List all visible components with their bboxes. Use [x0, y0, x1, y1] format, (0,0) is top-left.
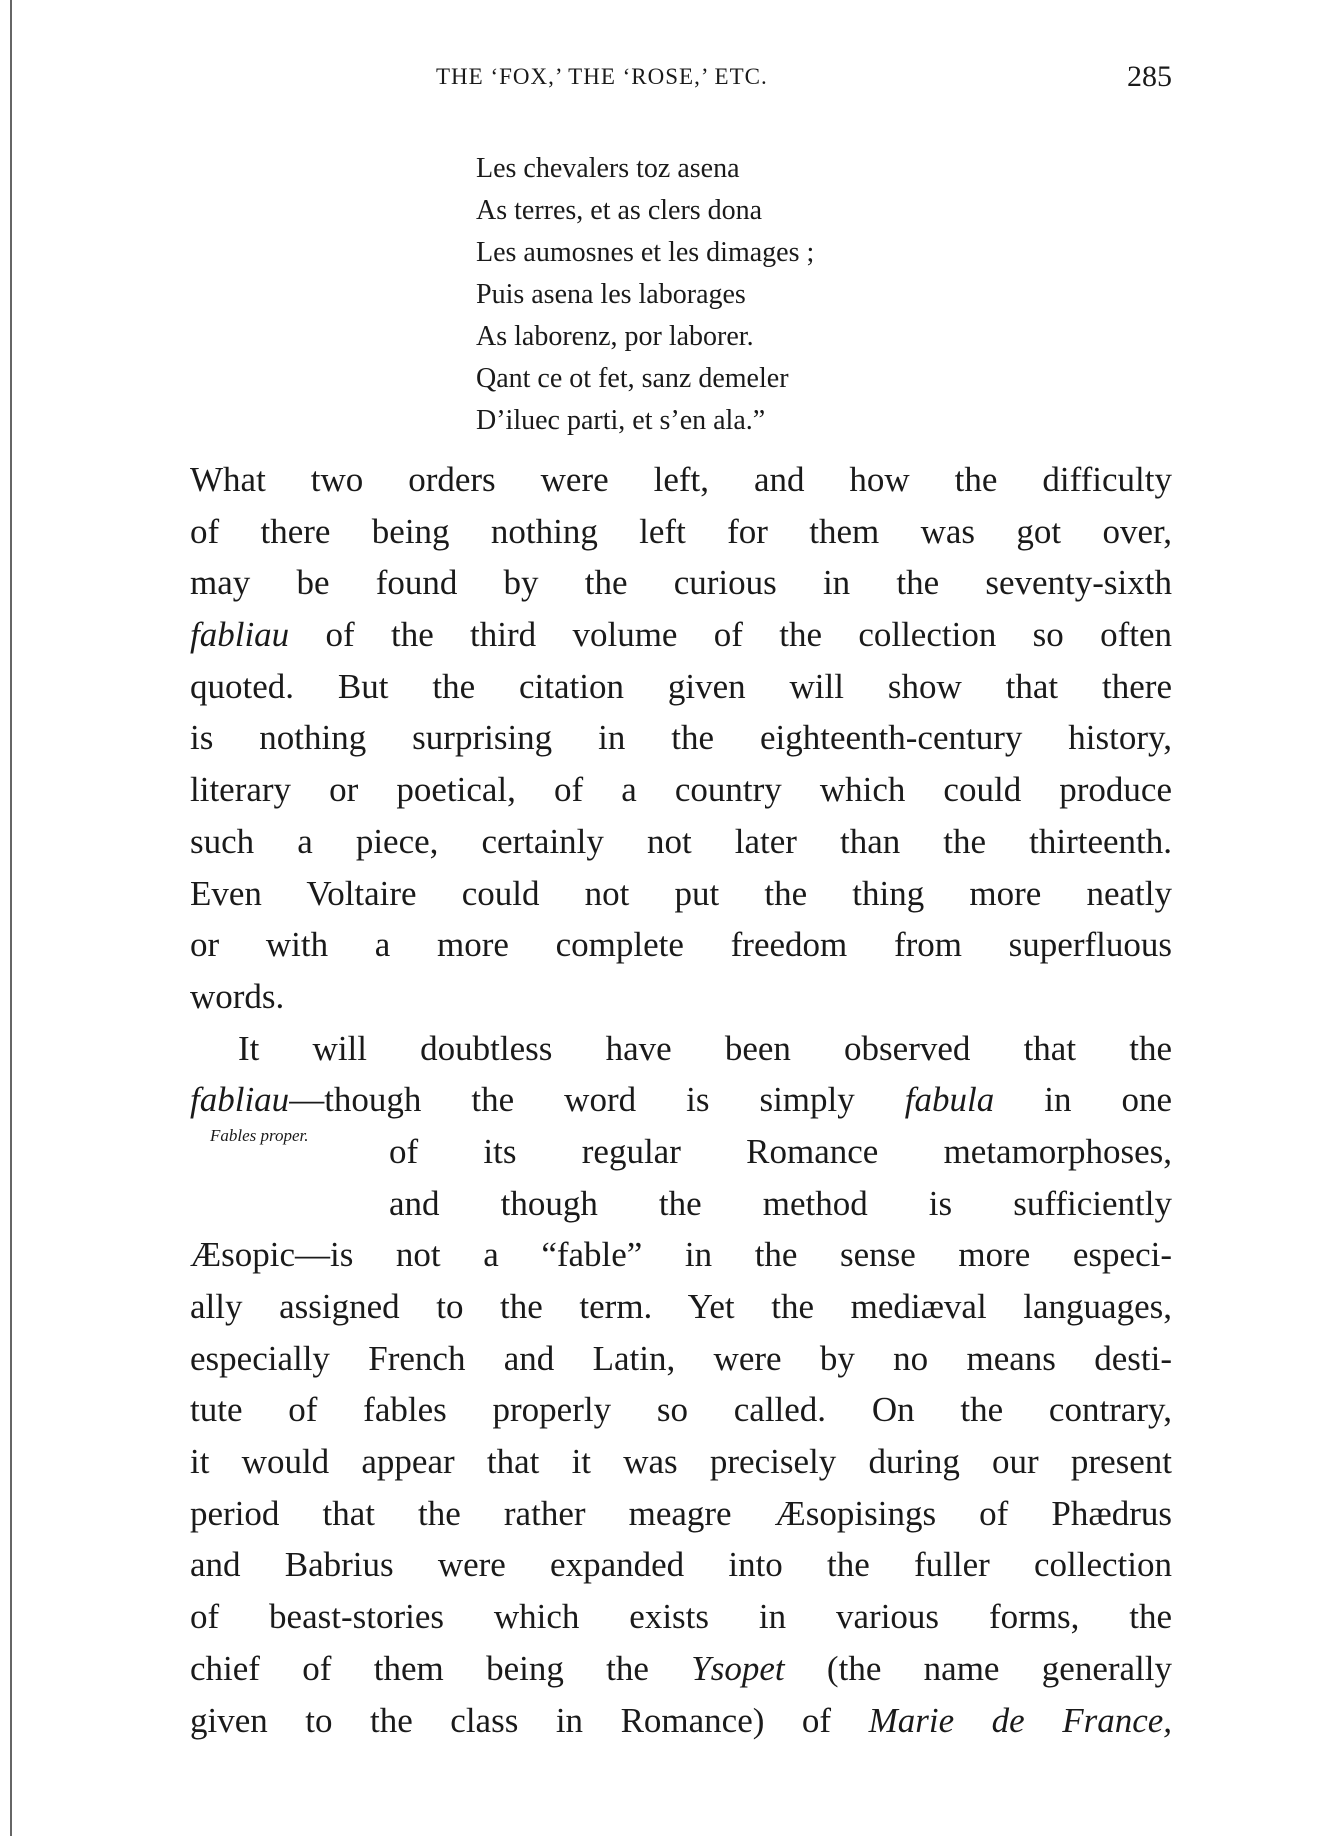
page-number: 285 [1127, 60, 1172, 93]
text-line [190, 661, 1172, 713]
text-segment: and though the method is sufficiently [389, 1183, 1172, 1223]
page-header [436, 60, 1172, 100]
text-line [190, 1643, 1172, 1695]
text-segment: is nothing surprising in the eighteenth-century history, [190, 718, 1172, 758]
text-line [190, 919, 1172, 971]
text-line [190, 557, 1172, 609]
text-segment: period that the rather meagre Æsopisings of Phædrus [190, 1493, 1172, 1533]
text-line [190, 609, 1172, 661]
text-line [190, 1178, 1172, 1230]
text-segment: (the name generally [784, 1648, 1173, 1688]
text-segment: or with a more complete freedom from superfluous [190, 925, 1172, 965]
text-line [190, 1074, 1172, 1126]
text-segment: What two orders were left, and how the difficulty [190, 460, 1172, 499]
text-segment: especially French and Latin, were by no means desti- [190, 1338, 1172, 1378]
verse-line: D’iluec parti, et s’en ala.” [476, 405, 766, 436]
verse-line: As laborenz, por laborer. [476, 321, 754, 352]
text-segment: tute of fables properly so called. On the contrary, [190, 1390, 1172, 1430]
text-segment: it would appear that it was precisely during our present [190, 1442, 1172, 1482]
text-segment: Æsopic—is not a “fable” in the sense more especi- [190, 1235, 1172, 1275]
text-line [190, 868, 1172, 920]
text-line [190, 712, 1172, 764]
text-line [190, 816, 1172, 868]
verse-line: Les chevalers toz asena [476, 153, 740, 184]
scan-edge [10, 0, 12, 1836]
text-segment: of beast-stories which exists in various forms, the [190, 1597, 1172, 1637]
text-line [190, 454, 1172, 506]
text-segment: such a piece, certainly not later than the thirteenth. [190, 821, 1172, 861]
italic-text: fabliau [190, 1080, 290, 1120]
italic-text: Ysopet [691, 1648, 785, 1688]
margin-note: Fables proper. [210, 1126, 309, 1145]
text-segment: Even Voltaire could not put the thing more neatly [190, 873, 1172, 913]
text-segment: It will doubtless have been observed that the [238, 1028, 1172, 1068]
verse-line: As terres, et as clers dona [476, 195, 763, 226]
text-segment: of the third volume of the collection so often [289, 615, 1172, 655]
italic-text: Marie de France, [868, 1700, 1173, 1740]
body-text [190, 454, 1172, 1746]
italic-text: fabliau [190, 615, 290, 655]
text-line [190, 1281, 1172, 1333]
text-segment: of its regular Romance metamorphoses, [389, 1131, 1172, 1171]
verse-quotation [476, 148, 814, 442]
text-line [190, 1333, 1172, 1385]
verse-line: Puis asena les laborages [476, 279, 746, 310]
text-segment: may be found by the curious in the seventy-sixth [190, 563, 1172, 603]
text-line [190, 1229, 1172, 1281]
text-segment: literary or poetical, of a country which could produce [190, 770, 1172, 810]
text-segment: ally assigned to the term. Yet the mediæval languages, [190, 1287, 1172, 1326]
text-line [190, 1384, 1172, 1436]
text-segment: —though the word is simply [289, 1080, 905, 1120]
verse-line: Qant ce ot fet, sanz demeler [476, 363, 789, 394]
text-line [190, 971, 1172, 1023]
text-segment: and Babrius were expanded into the fuller collection [190, 1545, 1172, 1585]
text-segment: quoted. But the citation given will show that there [190, 666, 1172, 706]
text-line [190, 764, 1172, 816]
text-segment: of there being nothing left for them was got over, [190, 511, 1172, 551]
text-segment: chief of them being the [190, 1648, 692, 1688]
text-segment: in one [994, 1080, 1172, 1120]
running-title: THE ‘FOX,’ THE ‘ROSE,’ ETC. [436, 64, 768, 89]
italic-text: fabula [904, 1080, 995, 1120]
text-segment: given to the class in Romance) of [190, 1700, 869, 1740]
text-line [190, 1695, 1172, 1747]
text-line [190, 1488, 1172, 1540]
text-line [190, 1023, 1172, 1075]
verse-line: Les aumosnes et les dimages ; [476, 237, 815, 268]
text-line [190, 1126, 1172, 1178]
text-line [190, 506, 1172, 558]
text-line [190, 1436, 1172, 1488]
text-line [190, 1539, 1172, 1591]
text-line [190, 1591, 1172, 1643]
text-segment: words. [190, 976, 285, 1016]
